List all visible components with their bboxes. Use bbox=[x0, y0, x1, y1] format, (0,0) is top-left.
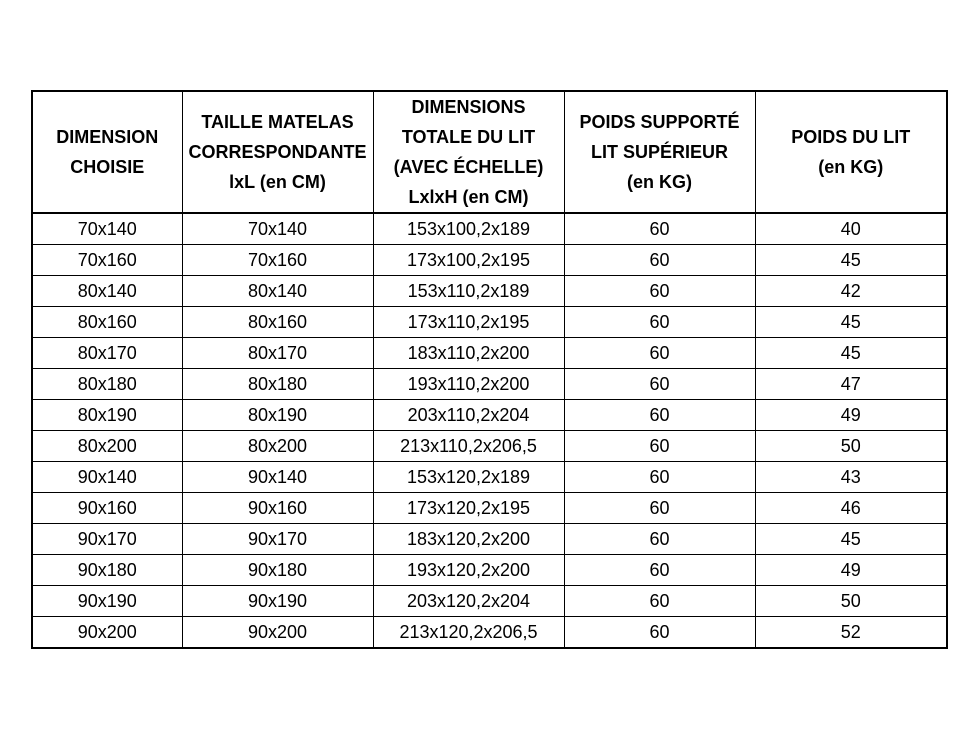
cell-poids-supporte: 60 bbox=[564, 338, 755, 369]
cell-dimensions-totale: 153x110,2x189 bbox=[373, 276, 564, 307]
cell-poids-du-lit: 50 bbox=[755, 586, 947, 617]
header-dimension-choisie: DIMENSION CHOISIE bbox=[32, 91, 182, 213]
cell-dimension-choisie: 70x160 bbox=[32, 245, 182, 276]
table-row bbox=[32, 276, 947, 307]
cell-dimensions-totale: 203x110,2x204 bbox=[373, 400, 564, 431]
cell-taille-matelas: 80x140 bbox=[182, 276, 373, 307]
cell-poids-supporte: 60 bbox=[564, 431, 755, 462]
cell-poids-supporte: 60 bbox=[564, 493, 755, 524]
cell-poids-du-lit: 45 bbox=[755, 245, 947, 276]
cell-poids-du-lit: 49 bbox=[755, 555, 947, 586]
cell-taille-matelas: 90x200 bbox=[182, 617, 373, 649]
cell-dimensions-totale: 193x110,2x200 bbox=[373, 369, 564, 400]
table-row bbox=[32, 369, 947, 400]
table-row bbox=[32, 400, 947, 431]
cell-poids-du-lit: 49 bbox=[755, 400, 947, 431]
cell-dimensions-totale: 203x120,2x204 bbox=[373, 586, 564, 617]
cell-dimension-choisie: 70x140 bbox=[32, 213, 182, 245]
table-row bbox=[32, 462, 947, 493]
cell-taille-matelas: 80x180 bbox=[182, 369, 373, 400]
cell-dimension-choisie: 90x170 bbox=[32, 524, 182, 555]
cell-poids-du-lit: 50 bbox=[755, 431, 947, 462]
table-row bbox=[32, 245, 947, 276]
cell-dimension-choisie: 90x140 bbox=[32, 462, 182, 493]
cell-dimensions-totale: 153x120,2x189 bbox=[373, 462, 564, 493]
cell-poids-du-lit: 47 bbox=[755, 369, 947, 400]
table-row bbox=[32, 338, 947, 369]
header-row bbox=[32, 91, 947, 213]
cell-taille-matelas: 90x170 bbox=[182, 524, 373, 555]
cell-taille-matelas: 70x160 bbox=[182, 245, 373, 276]
cell-poids-supporte: 60 bbox=[564, 400, 755, 431]
cell-dimension-choisie: 90x180 bbox=[32, 555, 182, 586]
cell-poids-supporte: 60 bbox=[564, 307, 755, 338]
cell-poids-du-lit: 42 bbox=[755, 276, 947, 307]
table-row bbox=[32, 555, 947, 586]
document-sheet bbox=[31, 90, 946, 649]
table-row bbox=[32, 524, 947, 555]
cell-dimensions-totale: 193x120,2x200 bbox=[373, 555, 564, 586]
table-row bbox=[32, 307, 947, 338]
cell-dimensions-totale: 183x120,2x200 bbox=[373, 524, 564, 555]
header-poids-supporte: POIDS SUPPORTÉ LIT SUPÉRIEUR (en KG) bbox=[564, 91, 755, 213]
table-row bbox=[32, 586, 947, 617]
cell-dimensions-totale: 213x110,2x206,5 bbox=[373, 431, 564, 462]
header-poids-du-lit: POIDS DU LIT (en KG) bbox=[755, 91, 947, 213]
cell-dimensions-totale: 153x100,2x189 bbox=[373, 213, 564, 245]
cell-poids-du-lit: 45 bbox=[755, 524, 947, 555]
cell-dimensions-totale: 173x110,2x195 bbox=[373, 307, 564, 338]
cell-poids-du-lit: 45 bbox=[755, 307, 947, 338]
table-row bbox=[32, 617, 947, 649]
cell-poids-du-lit: 46 bbox=[755, 493, 947, 524]
cell-taille-matelas: 80x170 bbox=[182, 338, 373, 369]
dimensions-table bbox=[31, 90, 948, 649]
cell-poids-supporte: 60 bbox=[564, 213, 755, 245]
cell-poids-du-lit: 52 bbox=[840, 621, 861, 642]
cell-dimension-choisie: 80x140 bbox=[32, 276, 182, 307]
cell-taille-matelas: 90x190 bbox=[182, 586, 373, 617]
cell-taille-matelas: 90x140 bbox=[182, 462, 373, 493]
cell-poids-supporte: 60 bbox=[564, 586, 755, 617]
cell-dimensions-totale: 173x100,2x195 bbox=[373, 245, 564, 276]
cell-taille-matelas: 80x190 bbox=[182, 400, 373, 431]
table-body bbox=[32, 213, 947, 648]
table-row bbox=[32, 431, 947, 462]
table-row bbox=[32, 213, 947, 245]
cell-dimension-choisie: 90x190 bbox=[32, 586, 182, 617]
cell-dimension-choisie: 80x200 bbox=[32, 431, 182, 462]
cell-poids-du-lit: 40 bbox=[755, 213, 947, 245]
cell-poids-supporte: 60 bbox=[564, 617, 755, 649]
cell-poids-supporte: 60 bbox=[564, 276, 755, 307]
table-row bbox=[32, 493, 947, 524]
cell-dimensions-totale: 183x110,2x200 bbox=[373, 338, 564, 369]
cell-taille-matelas: 90x160 bbox=[182, 493, 373, 524]
header-taille-matelas: TAILLE MATELAS CORRESPONDANTE lxL (en CM) bbox=[182, 91, 373, 213]
cell-poids-du-lit: 45 bbox=[755, 338, 947, 369]
cell-dimension-choisie: 80x180 bbox=[32, 369, 182, 400]
cell-dimension-choisie: 90x160 bbox=[32, 493, 182, 524]
cell-poids-supporte: 60 bbox=[564, 555, 755, 586]
cell-poids-supporte: 60 bbox=[564, 524, 755, 555]
cell-poids-supporte: 60 bbox=[564, 245, 755, 276]
cell-dimension-choisie: 80x170 bbox=[32, 338, 182, 369]
cell-dimensions-totale: 173x120,2x195 bbox=[373, 493, 564, 524]
cell-dimension-choisie: 80x190 bbox=[32, 400, 182, 431]
cell-poids-supporte: 60 bbox=[564, 462, 755, 493]
cell-dimensions-totale: 213x120,2x206,5 bbox=[373, 617, 564, 649]
cell-poids-supporte: 60 bbox=[564, 369, 755, 400]
cell-dimension-choisie: 80x160 bbox=[32, 307, 182, 338]
cell-taille-matelas: 80x160 bbox=[182, 307, 373, 338]
cell-poids-du-lit: 43 bbox=[755, 462, 947, 493]
cell-dimension-choisie: 90x200 bbox=[32, 617, 182, 649]
cell-taille-matelas: 80x200 bbox=[182, 431, 373, 462]
cell-taille-matelas: 70x140 bbox=[182, 213, 373, 245]
header-dimensions-totale: DIMENSIONS TOTALE DU LIT (AVEC ÉCHELLE) LxlxH (en CM) bbox=[373, 91, 564, 213]
cell-taille-matelas: 90x180 bbox=[182, 555, 373, 586]
